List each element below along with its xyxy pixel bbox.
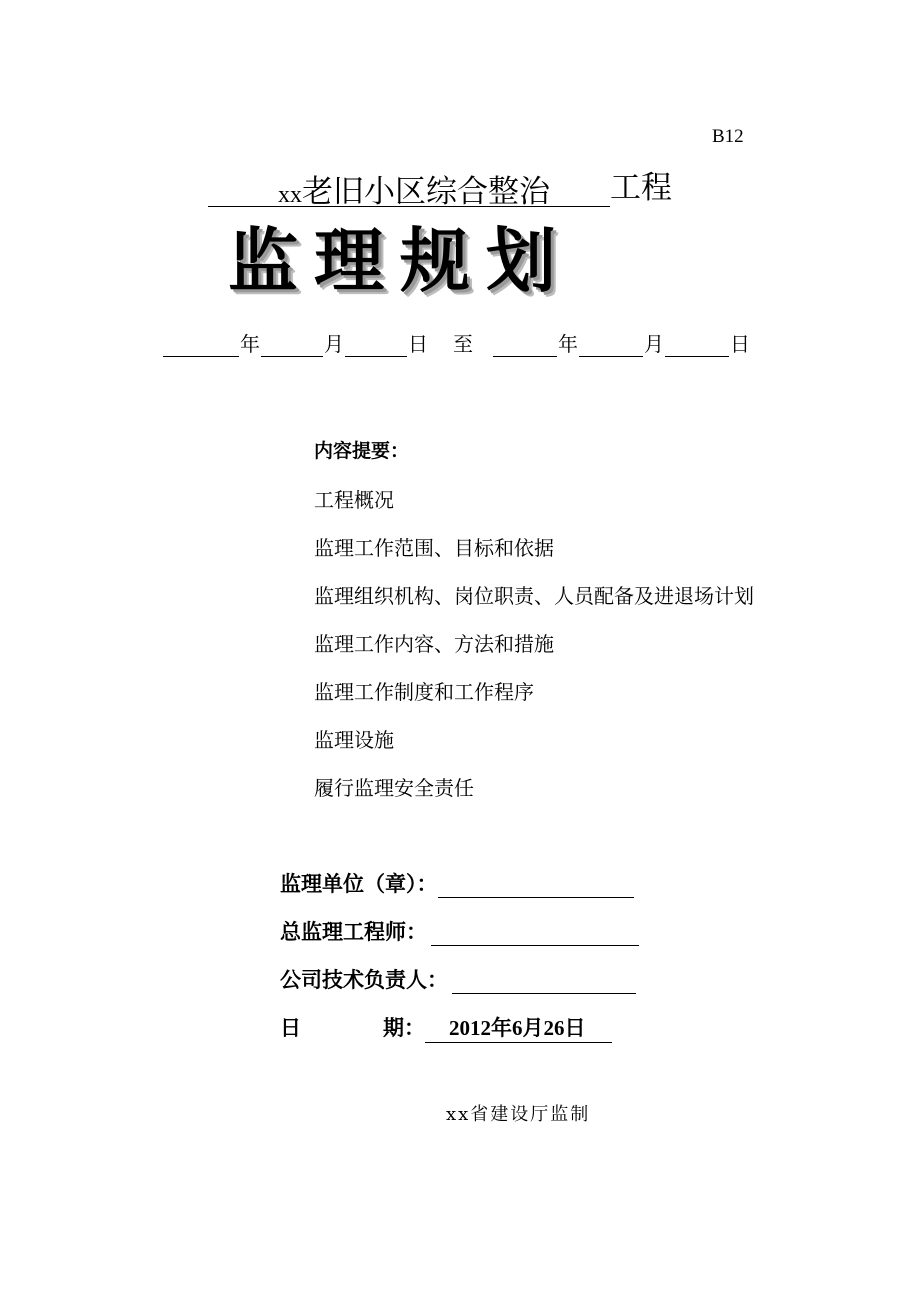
contents-item: 监理工作制度和工作程序	[314, 680, 534, 704]
contents-item: 监理组织机构、岗位职责、人员配备及进退场计划	[314, 584, 754, 608]
end-month-label: 月	[644, 332, 664, 356]
supervision-unit-blank[interactable]	[438, 875, 634, 898]
contents-item: 监理工作内容、方法和措施	[314, 632, 554, 656]
contents-item: 工程概况	[314, 488, 394, 512]
start-month-label: 月	[324, 332, 344, 356]
start-day-label: 日	[408, 332, 428, 356]
date-range-to: 至	[453, 332, 473, 356]
start-year-blank[interactable]	[163, 334, 239, 357]
form-code: B12	[712, 126, 744, 147]
contents-heading: 内容提要：	[314, 440, 410, 462]
start-month-blank[interactable]	[261, 334, 323, 357]
project-underline-left	[208, 166, 278, 207]
end-day-label: 日	[730, 332, 750, 356]
project-name	[278, 166, 550, 210]
chief-engineer-label: 总监理工程师：	[280, 919, 427, 944]
project-suffix: 工程	[610, 170, 672, 206]
end-month-blank[interactable]	[579, 334, 643, 357]
chief-engineer-blank[interactable]	[431, 923, 639, 946]
tech-lead-blank[interactable]	[452, 971, 636, 994]
project-prefix: xx	[278, 182, 302, 208]
issuer: xx省建设厅监制	[446, 1104, 591, 1125]
supervision-unit-label: 监理单位（章）：	[280, 871, 438, 896]
project-name-line	[208, 162, 672, 208]
document-title: 监理规划	[228, 220, 572, 302]
end-day-blank[interactable]	[665, 334, 729, 357]
contents-item: 履行监理安全责任	[314, 776, 474, 800]
end-year-blank[interactable]	[493, 334, 557, 357]
contents-item: 监理设施	[314, 728, 394, 752]
tech-lead-label: 公司技术负责人：	[280, 967, 448, 992]
date-range	[163, 328, 751, 357]
date-row	[280, 1012, 612, 1043]
start-year-label: 年	[240, 332, 260, 356]
tech-lead-row	[280, 964, 636, 994]
chief-engineer-row	[280, 916, 639, 946]
date-label-ri: 日	[280, 1015, 301, 1040]
start-day-blank[interactable]	[345, 334, 407, 357]
supervision-unit-row	[280, 868, 634, 898]
project-name-cn: 老旧小区综合整治	[302, 174, 550, 210]
project-underline-right	[550, 166, 610, 207]
date-label-qi: 期：	[383, 1015, 425, 1040]
end-year-label: 年	[558, 332, 578, 356]
contents-item: 监理工作范围、目标和依据	[314, 536, 554, 560]
date-value[interactable]: 2012年6月26日	[425, 1012, 612, 1043]
